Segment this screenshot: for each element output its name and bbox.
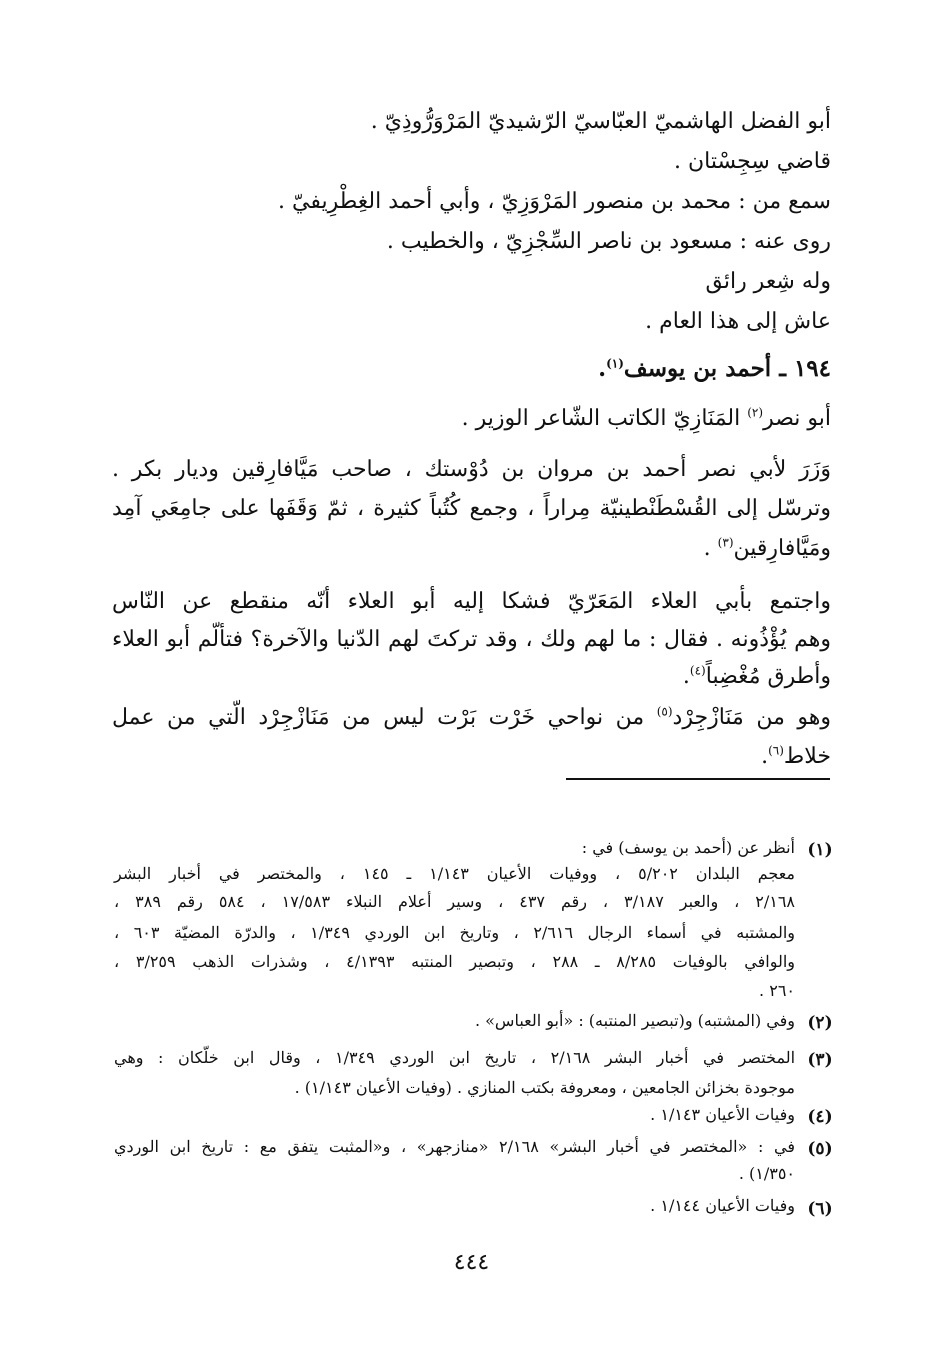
footnote-line: والوافي بالوفيات ٨/٢٨٥ ـ ٢٨٨ ، وتبصير المنتبه ٤/١٣٩٣ ، وشذرات الذهب ٣/٢٥٩ ، bbox=[114, 952, 796, 971]
footnote-number: (١) bbox=[807, 840, 833, 860]
footnote-ref: (٢) bbox=[747, 405, 764, 420]
body-line: سمع من : محمد بن منصور المَرْوَزِيّ ، وأبي أحمد الغِطْرِيفيّ . bbox=[278, 189, 831, 214]
entry-number: ١٩٤ ـ bbox=[779, 355, 831, 382]
body-line: وله شِعر رائق bbox=[705, 269, 831, 294]
footnote-line: في : «المختصر في أخبار البشر» ٢/١٦٨ «منازجهر» ، و«المثبت يتفق مع : تاريخ ابن الوردي bbox=[114, 1137, 795, 1156]
footnote-number: (٤) bbox=[807, 1107, 833, 1127]
body-line bbox=[112, 703, 831, 733]
footnote-line: ٢/١٦٨ ، والعبر ٣/١٨٧ ، رقم ٤٣٧ ، وسير أعلام النبلاء ١٧/٥٨٣ ، ٥٨٤ رقم ٣٨٩ ، bbox=[114, 892, 796, 911]
footnote-line: موجودة بخزائن الجامعين ، ومعروفة بكتب المنازي . (وفيات الأعيان ١/١٤٣) . bbox=[294, 1078, 795, 1097]
entry-heading bbox=[598, 354, 831, 384]
footnote-ref: (٤) bbox=[689, 663, 706, 678]
body-line bbox=[704, 534, 831, 564]
footnote-line: وفيات الأعيان ١/١٤٤ . bbox=[650, 1196, 795, 1215]
text-run: وهو من مَنَازْجِرْد bbox=[672, 705, 831, 730]
footnote-number: (٥) bbox=[807, 1139, 833, 1159]
body-line: عاش إلى هذا العام . bbox=[645, 309, 831, 334]
footnote-line: أنظر عن (أحمد بن يوسف) في : bbox=[581, 838, 795, 857]
footnote-separator bbox=[566, 778, 830, 780]
body-line: وهم يُؤْذُونه . فقال : ما لهم ولك ، وقد تركتَ لهم الدّنيا والآخرة؟ فتألّم أبو العلاء bbox=[112, 627, 831, 652]
period: . bbox=[703, 536, 718, 561]
period: . bbox=[761, 744, 769, 769]
footnote-ref: (٥) bbox=[656, 704, 673, 719]
period: . bbox=[598, 355, 607, 382]
footnote-line: ١/٣٥٠) . bbox=[738, 1164, 795, 1183]
period: . bbox=[682, 664, 690, 689]
footnote-line: المختصر في أخبار البشر ٢/١٦٨ ، تاريخ ابن الوردي ١/٣٤٩ ، وقال ابن خلّكان : وهي bbox=[114, 1048, 796, 1067]
footnote-line: وفيات الأعيان ١/١٤٣ . bbox=[650, 1105, 795, 1124]
entry-name: أحمد بن يوسف bbox=[623, 355, 772, 382]
text-run: أبو نصر bbox=[763, 406, 831, 431]
body-line: أبو الفضل الهاشميّ العبّاسيّ الرّشيديّ المَرْوَرُّوذِيّ . bbox=[370, 109, 831, 134]
body-line bbox=[683, 662, 831, 692]
text-run: وأطرق مُغْضِباً bbox=[705, 664, 831, 689]
footnote-line: والمشتبه في أسماء الرجال ٢/٦١٦ ، وتاريخ ابن الوردي ١/٣٤٩ ، والدرّة المضيّة ٦٠٣ ، bbox=[114, 923, 796, 942]
footnote-line: ٢٦٠ . bbox=[759, 981, 795, 1000]
text-run: المَنَازِيّ الكاتب الشّاعر الوزير . bbox=[461, 406, 748, 431]
body-line: واجتمع بأبي العلاء المَعَرّيّ فشكا إليه أبو العلاء أنّه منقطع عن النّاس bbox=[112, 589, 831, 614]
body-line: قاضي سِجِسْتان . bbox=[674, 149, 831, 174]
body-line: وترسّل إلى القُسْطَنْطينيّة مِراراً ، وجمع كُتُباً كثيرة ، ثمّ وَقَفَها على جامِعَي آمِد bbox=[112, 496, 831, 521]
footnote-ref: (٦) bbox=[768, 743, 784, 758]
text-run: خلاط bbox=[783, 744, 831, 769]
footnote-number: (٢) bbox=[807, 1013, 833, 1033]
text-run: ومَيَّافارِقين bbox=[733, 536, 831, 561]
footnote-line: وفي (المشتبه) و(تبصير المنتبه) : «أبو العباس» . bbox=[474, 1011, 795, 1030]
body-line: وَزَرَ لأبي نصر أحمد بن مروان بن دُوْستك ، صاحب مَيَّافارِقين وديار بكر . bbox=[112, 457, 831, 482]
body-line bbox=[462, 404, 831, 434]
body-line bbox=[761, 742, 831, 772]
footnote-number: (٦) bbox=[807, 1199, 833, 1219]
footnote-ref: (١) bbox=[606, 356, 624, 371]
footnote-line: معجم البلدان ٥/٢٠٢ ، ووفيات الأعيان ١/١٤٣ ـ ١٤٥ ، والمختصر في أخبار البشر bbox=[114, 864, 796, 883]
body-line: روى عنه : مسعود بن ناصر السِّجْزِيّ ، والخطيب . bbox=[386, 229, 831, 254]
page-number: ٤٤٤ bbox=[453, 1250, 490, 1275]
footnote-number: (٣) bbox=[807, 1050, 833, 1070]
text-run: من نواحي خَرْت بَرْت ليس من مَنَازْجِرْد الّتي من عمل bbox=[112, 705, 657, 730]
footnote-ref: (٣) bbox=[717, 535, 734, 550]
